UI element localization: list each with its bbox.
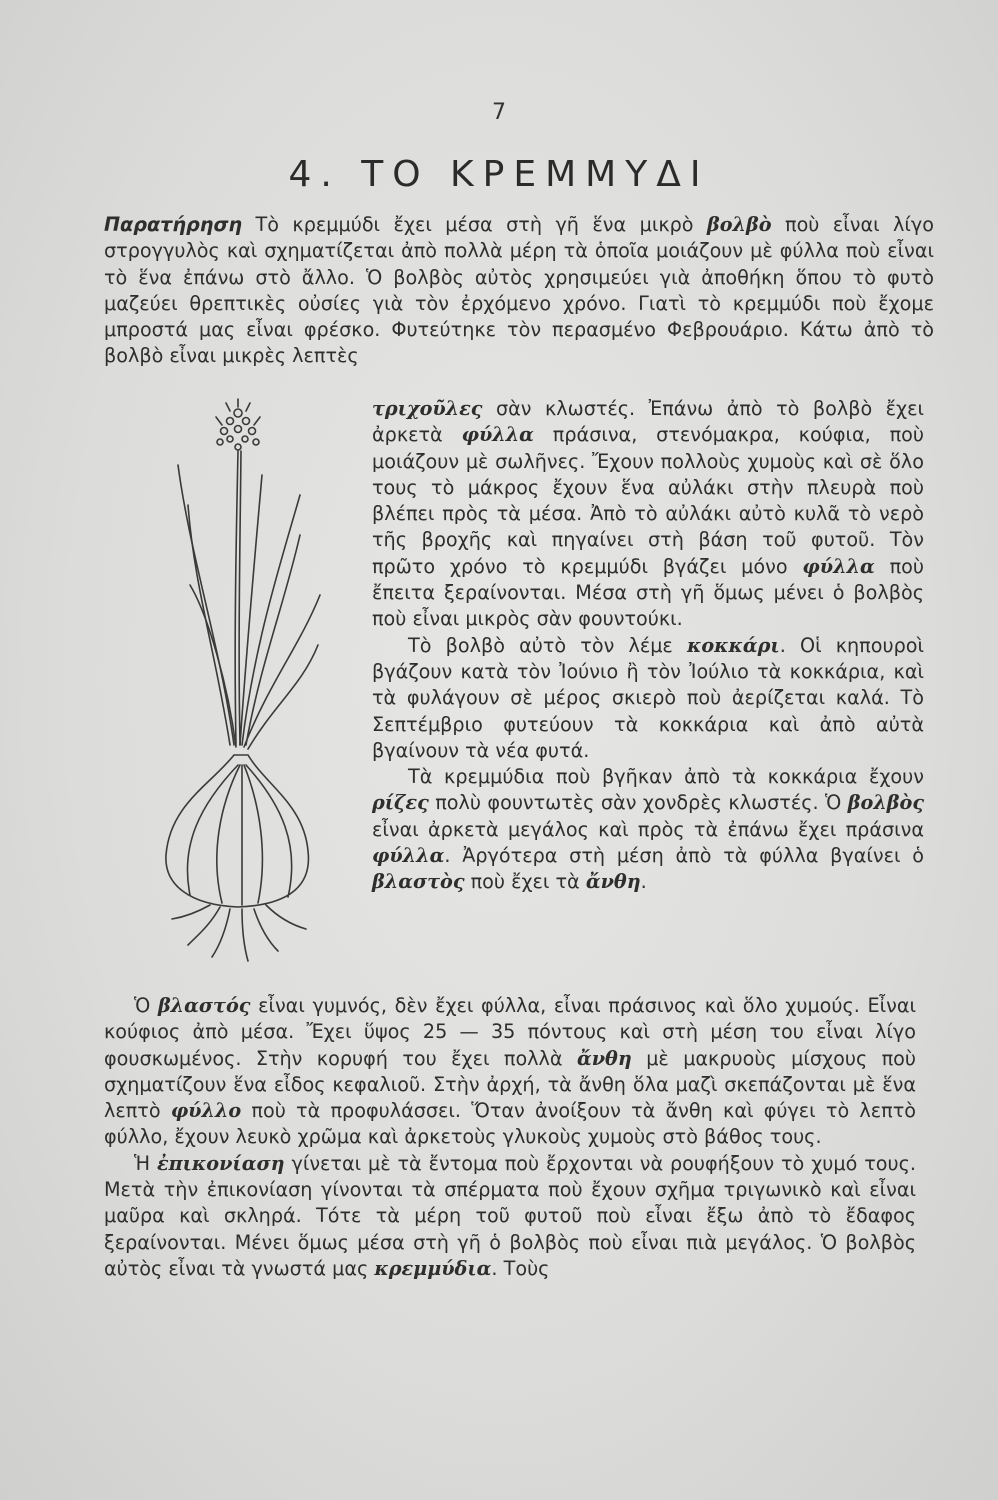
roots-paragraph: Τὰ κρεμμύδια ποὺ βγῆκαν ἀπὸ τὰ κοκκάρια ἔχουν ρίζες πολὺ φουντωτὲς σὰν χονδρὲς κλωστές. Ὁ βολβὸς εἶναι ἀρκετὰ μεγάλος καὶ πρὸς τὰ ἐπάνω ἔχει πράσινα φύλλα. Ἀργότερα στὴ μέση ἀπὸ τὰ φύλλα βγαίνει ὁ βλαστὸς ποὺ ἔχει τὰ ἄνθη. bbox=[372, 765, 924, 894]
observation-label: Παρατήρηση bbox=[104, 213, 243, 236]
figure-side-text bbox=[372, 396, 924, 896]
chapter-title: 4. ΤΟ ΚΡΕΜΜΥΔΙ bbox=[288, 154, 710, 195]
kokkari-paragraph: Τὸ βολβὸ αὐτὸ τὸν λέμε κοκκάρι. Οἱ κηπουροὶ βγάζουν κατὰ τὸν Ἰούνιο ἢ τὸν Ἰούλιο τὰ κοκκάρια, καὶ τὰ φυλάγουν σὲ μέρος σκιερὸ ποὺ ἀερίζεται καλά. Τὸ Σεπτέμβριο φυτεύουν τὰ κοκκάρια καὶ ἀπὸ αὐτὰ βγαίνουν τὰ νέα φυτά. bbox=[372, 633, 924, 762]
intro-paragraph bbox=[104, 212, 934, 370]
onion-plant-drawing-icon bbox=[150, 385, 340, 970]
intro-text: Παρατήρηση Τὸ κρεμμύδι ἔχει μέσα στὴ γῆ ἕνα μικρὸ βολβὸ ποὺ εἶναι λίγο στρογγυλὸς καὶ σχηματίζεται ἀπὸ πολλὰ μέρη τὰ ὁποῖα μοιάζουν μὲ φύλλα ποὺ εἶναι τὸ ἕνα ἐπάνω στὸ ἄλλο. Ὁ βολβὸς αὐτὸς χρησιμεύει γιὰ ἀποθήκη ὅπου τὸ φυτὸ μαζεύει θρεπτικὲς οὐσίες γιὰ τὸν ἐρχόμενο χρόνο. Γιατὶ τὸ κρεμμύδι ποὺ ἔχομε μπροστά μας εἶναι φρέσκο. Φυτεύτηκε τὸν περασμένο Φεβρουάριο. Κάτω ἀπὸ τὸ βολβὸ εἶναι μικρὲς λεπτὲς bbox=[104, 213, 934, 368]
stem-paragraph: Ὁ βλαστός εἶναι γυμνός, δὲν ἔχει φύλλα, εἶναι πράσινος καὶ ὅλο χυμούς. Εἶναι κούφιος ἀπὸ μέσα. Ἔχει ὕψος 25 — 35 πόντους καὶ στὴ μέση του εἶναι λίγο φουσκωμένος. Στὴν κορυφή του ἔχει πολλὰ ἄνθη μὲ μακρυοὺς μίσχους ποὺ σχηματίζουν ἕνα εἶδος κεφαλιοῦ. Στὴν ἀρχή, τὰ ἄνθη ὅλα μαζὶ σκεπάζονται μὲ ἕνα λεπτὸ φύλλο ποὺ τὰ προφυλάσσει. Ὅταν ἀνοίξουν τὰ ἄνθη καὶ φύγει τὸ λεπτὸ φύλλο, ἔχουν λευκὸ χρῶμα καὶ ἀρκετοὺς γλυκοὺς χυμοὺς στὸ βάθος τους. bbox=[104, 994, 917, 1149]
pollination-paragraph: Ἡ ἐπικονίαση γίνεται μὲ τὰ ἔντομα ποὺ ἔρχονται νὰ ρουφήξουν τὸ χυμό τους. Μετὰ τὴν ἐπικονίαση γίνονται τὰ σπέρματα ποὺ ἔχουν σχῆμα τριγωνικὸ καὶ εἶναι μαῦρα καὶ σκληρά. Τότε τὰ μέρη τοῦ φυτοῦ ποὺ εἶναι ἔξω ἀπὸ τὸ ἔδαφος ξεραίνονται. Μένει ὅμως μέσα στὴ γῆ ὁ βολβὸς ποὺ εἶναι πιὰ μεγάλος. Ὁ βολβὸς αὐτὸς εἶναι τὰ γνωστά μας κρεμμύδια. Τοὺς bbox=[104, 1151, 916, 1280]
leaves-paragraph: τριχοῦλες σὰν κλωστές. Ἐπάνω ἀπὸ τὸ βολβὸ ἔχει ἀρκετὰ φύλλα πράσινα, στενόμακρα, κούφια, ποὺ μοιάζουν μὲ σωλῆνες. Ἔχουν πολλοὺς χυμοὺς καὶ σὲ ὅλο τους τὸ μάκρος ἔχουν ἕνα αὐλάκι στὴν πλευρὰ ποὺ βλέπει πρὸς τὰ μέσα. Ἀπὸ τὸ αὐλάκι αὐτὸ κυλᾶ τὸ νερὸ τῆς βροχῆς καὶ πηγαίνει στὴ βάση τοῦ φυτοῦ. Τὸν πρῶτο χρόνο τὸ κρεμμύδι βγάζει μόνο φύλλα ποὺ ἔπειτα ξεραίνονται. Μέσα στὴ γῆ ὅμως μένει ὁ βολβὸς ποὺ εἶναι μικρὸς σὰν φουντούκι. bbox=[372, 397, 924, 631]
term-bulb: βολβὸ bbox=[707, 213, 772, 236]
lower-text bbox=[104, 993, 916, 1282]
page-number: 7 bbox=[492, 100, 506, 125]
